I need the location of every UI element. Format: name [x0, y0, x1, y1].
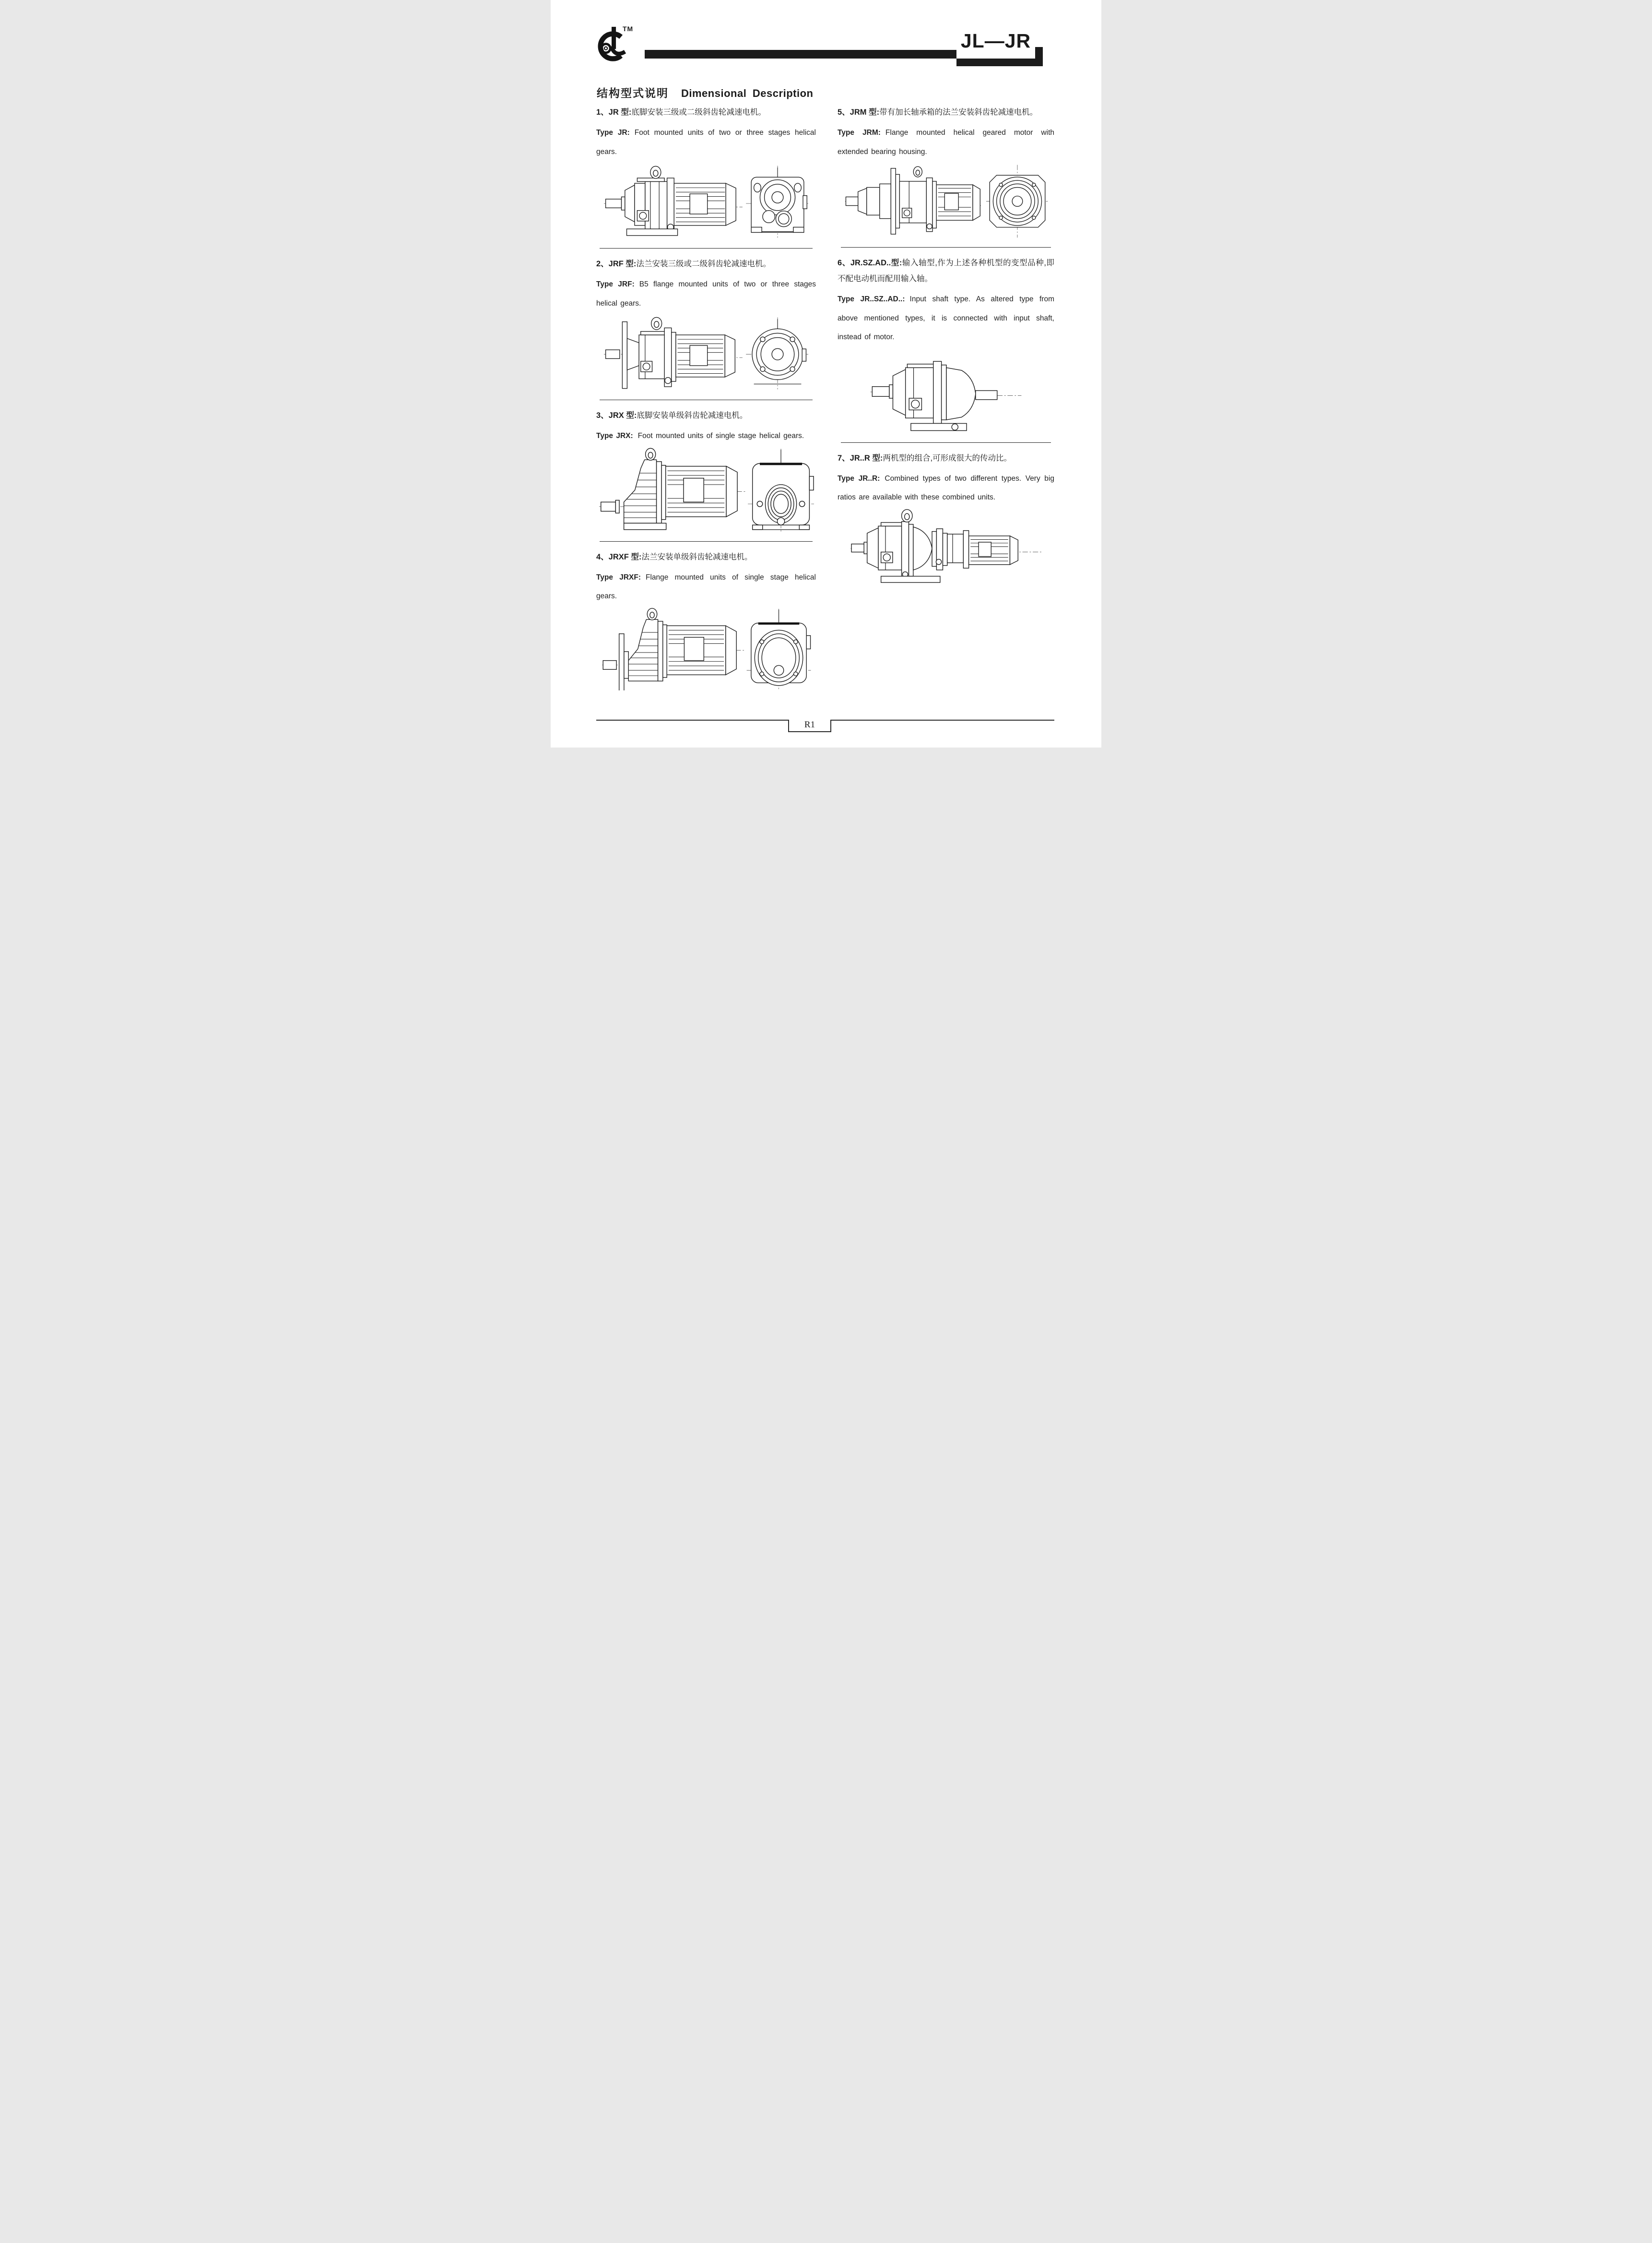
- section-2-body: [596, 275, 816, 313]
- section-5-heading: [838, 105, 1054, 120]
- section-6-heading: [838, 255, 1054, 287]
- page-title: [597, 84, 813, 100]
- section-2-heading: [596, 256, 816, 272]
- section-2-type-desc: B5 flange mounted units of two or three stages helical gears.: [596, 280, 816, 308]
- section-7-desc-zh: 两机型的组合,可形成很大的传动比。: [883, 453, 1012, 463]
- section-3-type-desc: Foot mounted units of single stage helical gears.: [637, 432, 804, 440]
- page-header: [551, 0, 1101, 77]
- section-7-type-label: Type JR..R:: [838, 474, 880, 483]
- section-1-desc-zh: 底脚安装三级或二级斜齿轮减速电机。: [631, 108, 766, 117]
- section-1-body: [596, 123, 816, 161]
- section-4-heading: [596, 549, 816, 565]
- trademark-label: TM: [623, 25, 634, 33]
- section-6-desc-zh: 输入轴型,作为上述各种机型的变型品种,即不配电动机而配用输入轴。: [838, 259, 1054, 284]
- section-4-body: [596, 568, 816, 606]
- section-5-type-desc: Flange mounted helical geared motor with extended bearing housing.: [838, 129, 1054, 156]
- jrf-type-drawing: [596, 315, 816, 394]
- section-6-type-label: Type JR..SZ..AD..:: [838, 295, 905, 304]
- catalog-page: [551, 0, 1101, 748]
- page-title-en: Dimensional Description: [681, 87, 814, 99]
- section-5-body: [838, 123, 1054, 161]
- section-3-number-type: 3、JRX 型:: [596, 411, 637, 420]
- section-1-number-type: 1、JR 型:: [596, 108, 632, 117]
- right-column: [838, 105, 1054, 596]
- section-6-type-desc: Input shaft type. As altered type from above mentioned types, it is connected with input shaft, instead of motor.: [838, 295, 1054, 342]
- section-divider: [600, 248, 813, 249]
- jr-type-drawing: [596, 163, 816, 242]
- section-1-heading: [596, 105, 816, 120]
- section-divider: [841, 247, 1051, 248]
- footer-rule: [596, 720, 1054, 730]
- header-rule-bar: [645, 50, 956, 59]
- section-4-desc-zh: 法兰安装单级斜齿轮减速电机。: [641, 552, 753, 561]
- page-number: R1: [804, 720, 815, 730]
- section-4-type-desc: Flange mounted units of single stage helical gears.: [596, 573, 816, 601]
- section-divider: [600, 541, 813, 542]
- page-title-zh: 结构型式说明: [597, 87, 669, 99]
- section-2-desc-zh: 法兰安装三级或二级斜齿轮减速电机。: [636, 260, 771, 269]
- section-6-body: [838, 290, 1054, 347]
- section-7-heading: [838, 451, 1054, 466]
- header-rule-end-tab: [1035, 47, 1043, 66]
- jr-sz-ad-type-drawing: [838, 349, 1054, 437]
- section-3-heading: [596, 408, 816, 424]
- jr-r-combined-type-drawing: [838, 509, 1054, 592]
- header-rule-step: [956, 59, 1043, 66]
- section-divider: [841, 442, 1051, 443]
- section-6-number-type: 6、JR.SZ.AD..型:: [838, 259, 902, 268]
- section-2-number-type: 2、JRF 型:: [596, 260, 637, 269]
- section-5-desc-zh: 带有加长轴承箱的法兰安装斜齿轮减速电机。: [879, 108, 1038, 117]
- section-3-type-label: Type JRX:: [596, 432, 633, 440]
- section-1-type-desc: Foot mounted units of two or three stages helical gears.: [596, 129, 816, 156]
- section-7-type-desc: Combined types of two different types. Very big ratios are available with these combined units.: [838, 474, 1054, 502]
- section-2-type-label: Type JRF:: [596, 280, 635, 289]
- section-4-type-label: Type JRXF:: [596, 573, 641, 582]
- section-4-number-type: 4、JRXF 型:: [596, 552, 642, 561]
- section-3-body: [596, 427, 816, 446]
- section-5-number-type: 5、JRM 型:: [838, 108, 880, 117]
- section-7-body: [838, 469, 1054, 507]
- left-column: [596, 105, 816, 697]
- jrm-type-drawing: [838, 163, 1054, 241]
- section-3-desc-zh: 底脚安装单级斜齿轮减速电机。: [637, 411, 748, 420]
- section-7-number-type: 7、JR..R 型:: [838, 453, 883, 463]
- section-1-type-label: Type JR:: [596, 129, 630, 137]
- jrx-type-drawing: [596, 448, 816, 535]
- jrxf-type-drawing: [596, 608, 816, 693]
- section-5-type-label: Type JRM:: [838, 129, 881, 137]
- page-number-box: [788, 720, 831, 732]
- series-code: JL—JR: [960, 30, 1031, 52]
